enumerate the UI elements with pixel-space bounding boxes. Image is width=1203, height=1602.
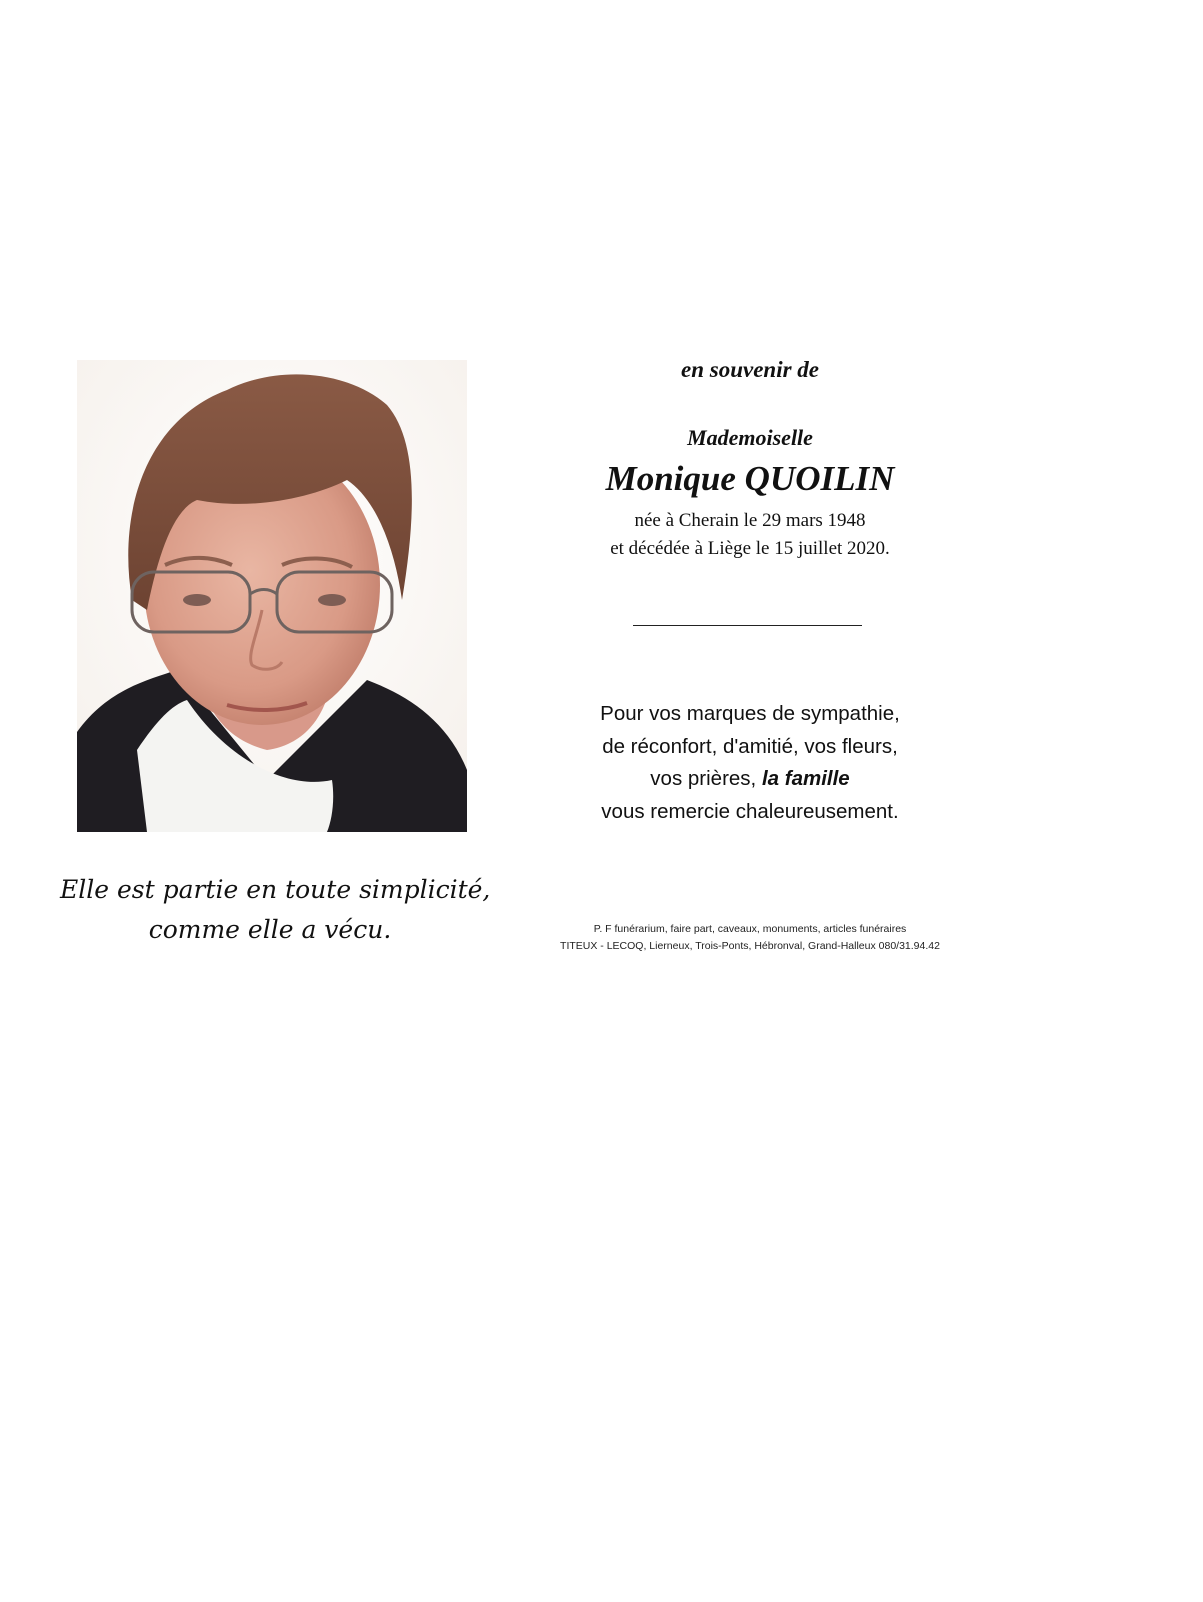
divider-line bbox=[633, 625, 862, 626]
memorial-quote bbox=[60, 870, 491, 950]
thanks-line-2: de réconfort, d'amitié, vos fleurs, bbox=[602, 734, 898, 758]
footer-line-2: TITEUX - LECOQ, Lierneux, Trois-Ponts, Hébronval, Grand-Halleux 080/31.94.42 bbox=[560, 940, 940, 952]
quote-line-2: comme elle a vécu. bbox=[148, 915, 392, 944]
deceased-name: Monique QUOILIN bbox=[605, 459, 895, 498]
thanks-line-3 bbox=[530, 763, 970, 796]
death-line: et décédée à Liège le 15 juillet 2020. bbox=[610, 538, 890, 559]
funeral-home-footer bbox=[530, 921, 970, 955]
thanks-line-3-prefix: vos prières, bbox=[650, 767, 762, 790]
thanks-family-emphasis: la famille bbox=[761, 767, 850, 790]
thanks-line-4: vous remercie chaleureusement. bbox=[601, 799, 899, 823]
intro-text: en souvenir de bbox=[681, 357, 819, 382]
portrait-photo bbox=[77, 360, 467, 832]
thanks-message bbox=[530, 698, 970, 828]
portrait-illustration bbox=[77, 360, 467, 832]
quote-line-1: Elle est partie en toute simplicité, bbox=[60, 875, 491, 904]
honorific: Mademoiselle bbox=[687, 425, 813, 450]
birth-line: née à Cherain le 29 mars 1948 bbox=[634, 510, 866, 531]
thanks-line-1: Pour vos marques de sympathie, bbox=[600, 702, 900, 725]
footer-line-1: P. F funérarium, faire part, caveaux, monuments, articles funéraires bbox=[593, 923, 907, 935]
life-dates bbox=[530, 507, 970, 563]
